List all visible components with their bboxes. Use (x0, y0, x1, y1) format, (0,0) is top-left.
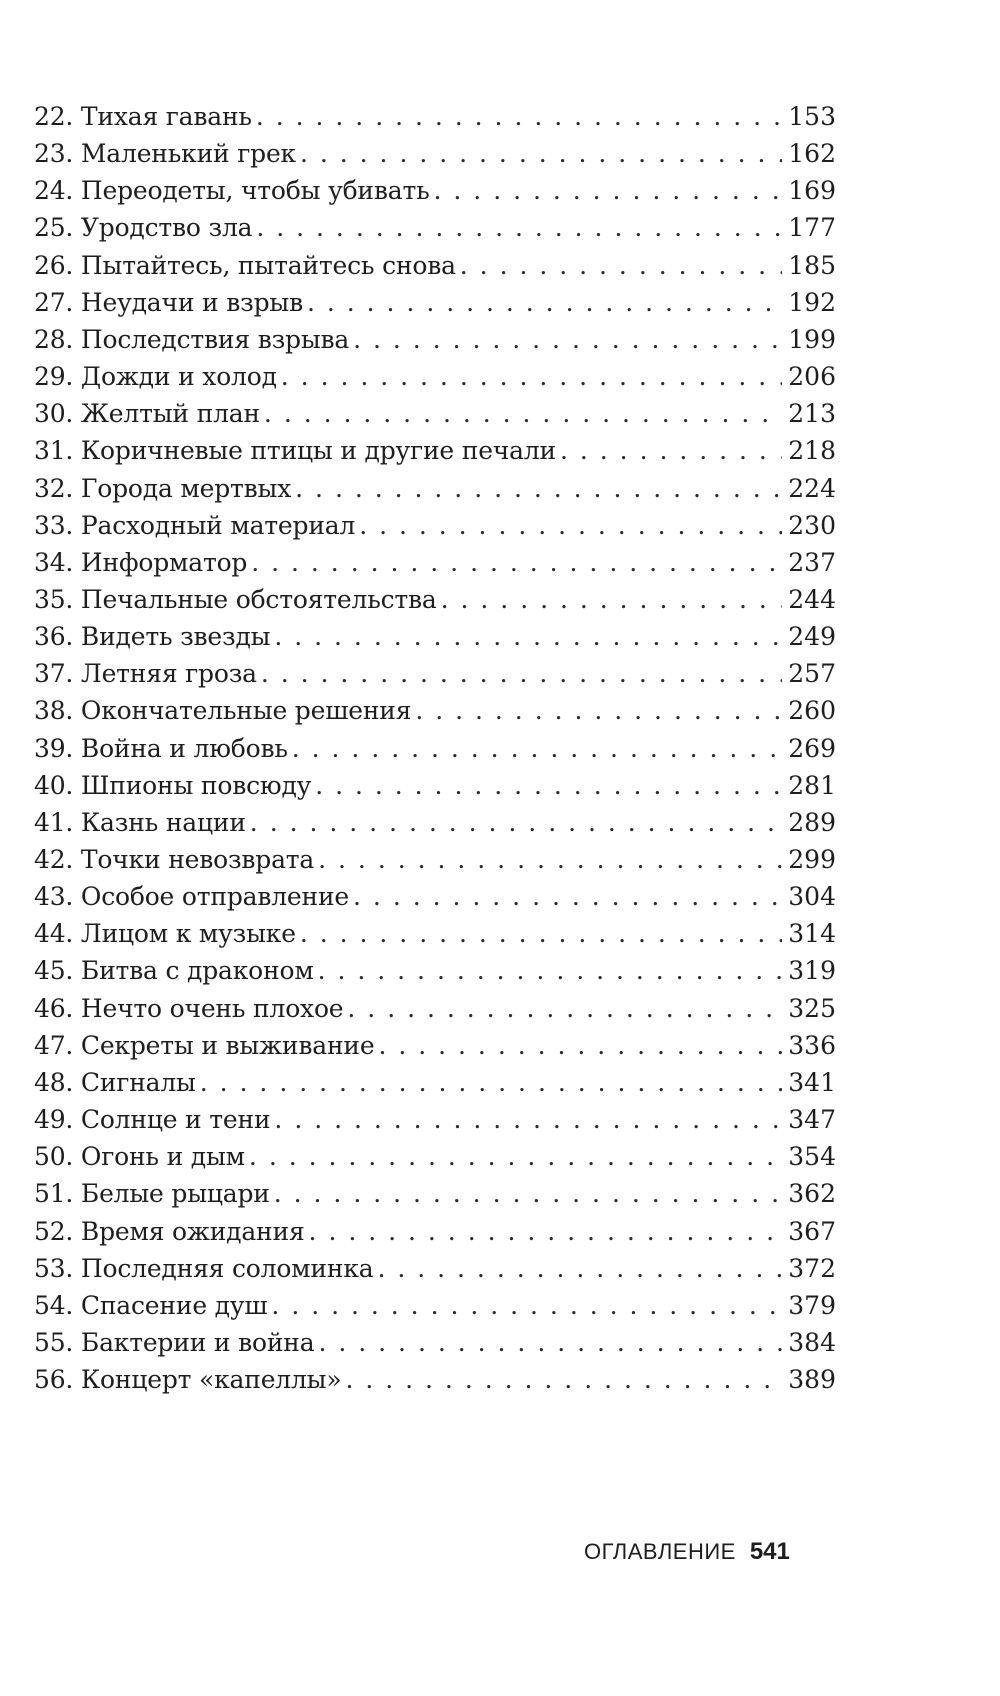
toc-dot-leader (200, 1064, 782, 1102)
toc-dot-leader (345, 1361, 782, 1399)
toc-dot-leader (460, 247, 782, 285)
toc-dot-leader (318, 952, 782, 990)
toc-entry-title: 27. Неудачи и взрыв (34, 287, 303, 317)
toc-dot-leader (434, 172, 782, 210)
toc-entry-page: 379 (788, 1290, 836, 1320)
toc-dot-leader (318, 841, 782, 879)
toc-entry-title: 47. Секреты и выживание (34, 1030, 375, 1060)
toc-entry (34, 915, 836, 953)
toc-entry (34, 730, 836, 768)
toc-entry-page: 281 (788, 770, 836, 800)
toc-entry-page: 319 (788, 956, 836, 986)
toc-entry-title: 48. Сигналы (34, 1067, 196, 1097)
toc-entry-page: 213 (788, 399, 836, 429)
toc-entry (34, 358, 836, 396)
toc-entry (34, 1175, 836, 1213)
toc-entry-title: 42. Точки невозврата (34, 845, 315, 874)
toc-entry (34, 98, 836, 136)
toc-entry-title: 38. Окончательные решения (34, 696, 412, 726)
toc-entry-page: 162 (788, 139, 836, 169)
toc-entry-page: 224 (788, 473, 836, 503)
toc-entry-page: 354 (788, 1142, 836, 1172)
toc-entry-title: 44. Лицом к музыке (34, 919, 296, 949)
toc-dot-leader (274, 618, 782, 656)
toc-entry (34, 395, 836, 433)
toc-dot-leader (264, 395, 782, 433)
toc-entry-title: 53. Последняя соломинка (34, 1253, 374, 1283)
toc-dot-leader (300, 915, 782, 953)
toc-dot-leader (309, 1213, 782, 1251)
toc-entry-title: 51. Белые рыцари (34, 1179, 270, 1209)
toc-entry-title: 55. Бактерии и война (34, 1327, 315, 1357)
toc-entry-title: 50. Огонь и дым (34, 1142, 245, 1172)
toc-entry (34, 247, 836, 285)
toc-dot-leader (274, 1101, 782, 1139)
toc-entry-title: 40. Шпионы повсюду (34, 770, 312, 800)
toc-entry-page: 299 (788, 845, 836, 874)
toc-dot-leader (281, 358, 782, 396)
toc-entry (34, 1138, 836, 1176)
toc-entry (34, 284, 836, 322)
toc-dot-leader (353, 878, 782, 916)
toc-dot-leader (249, 1138, 782, 1176)
toc-entry-page: 384 (788, 1327, 836, 1357)
toc-dot-leader (274, 1175, 782, 1213)
toc-entry-page: 199 (788, 324, 836, 354)
toc-entry-page: 185 (788, 250, 836, 280)
toc-dot-leader (415, 692, 782, 730)
footer-section-title: ОГЛАВЛЕНИЕ (584, 1539, 736, 1564)
toc-entry-title: 45. Битва с драконом (34, 956, 314, 986)
toc-entry (34, 544, 836, 582)
toc-entry (34, 841, 836, 879)
toc-entry-page: 257 (788, 659, 836, 689)
toc-entry-page: 230 (788, 510, 836, 540)
toc-entry-title: 41. Казнь нации (34, 807, 246, 837)
toc-entry-page: 249 (788, 622, 836, 652)
toc-entry (34, 1064, 836, 1102)
toc-entry (34, 581, 836, 619)
running-footer (584, 1538, 790, 1578)
toc-dot-leader (300, 135, 782, 173)
toc-entry (34, 1101, 836, 1139)
toc-entry (34, 1324, 836, 1362)
toc-entry-page: 314 (788, 919, 836, 949)
toc-entry-title: 25. Уродство зла (34, 213, 253, 243)
toc-entry-title: 33. Расходный материал (34, 510, 356, 540)
toc-entry-title: 28. Последствия взрыва (34, 324, 350, 354)
toc-entry (34, 1361, 836, 1399)
toc-entry-page: 192 (788, 287, 836, 317)
toc-entry (34, 1027, 836, 1065)
toc-entry (34, 209, 836, 247)
toc-entry-page: 341 (788, 1067, 836, 1097)
toc-entry-title: 36. Видеть звезды (34, 622, 271, 652)
toc-dot-leader (256, 209, 782, 247)
toc-entry-title: 32. Города мертвых (34, 473, 292, 503)
toc-entry-title: 49. Солнце и тени (34, 1105, 271, 1135)
toc-entry (34, 990, 836, 1028)
toc-dot-leader (315, 767, 782, 805)
toc-entry (34, 692, 836, 730)
toc-dot-leader (261, 655, 782, 693)
toc-entry-title: 26. Пытайтесь, пытайтесь снова (34, 250, 456, 280)
toc-entry (34, 470, 836, 508)
toc-dot-leader (271, 1287, 782, 1325)
toc-dot-leader (295, 470, 782, 508)
toc-entry (34, 655, 836, 693)
toc-entry (34, 1287, 836, 1325)
toc-entry-page: 153 (788, 102, 836, 131)
toc-entry-page: 169 (788, 176, 836, 206)
toc-dot-leader (560, 432, 782, 470)
toc-entry-page: 347 (788, 1105, 836, 1135)
toc-dot-leader (292, 730, 782, 768)
footer-page-number: 541 (749, 1538, 790, 1565)
toc-entry-title: 34. Информатор (34, 547, 248, 577)
toc-entry (34, 767, 836, 805)
toc-entry-page: 367 (788, 1216, 836, 1246)
toc-entry (34, 432, 836, 470)
toc-entry (34, 507, 836, 545)
toc-entry (34, 1213, 836, 1251)
toc-entry-title: 29. Дожди и холод (34, 362, 277, 392)
toc-entry-title: 52. Время ожидания (34, 1216, 305, 1246)
toc-entry-title: 30. Желтый план (34, 399, 260, 429)
toc-entry-page: 372 (788, 1253, 836, 1283)
toc-entry-page: 362 (788, 1179, 836, 1209)
toc-entry (34, 952, 836, 990)
toc-entry-title: 31. Коричневые птицы и другие печали (34, 436, 556, 466)
toc-entry-title: 46. Нечто очень плохое (34, 993, 344, 1023)
toc-dot-leader (318, 1324, 782, 1362)
toc-entry-page: 177 (788, 213, 836, 243)
toc-entry-title: 39. Война и любовь (34, 733, 288, 763)
toc-entry-page: 304 (788, 882, 836, 912)
toc-dot-leader (359, 507, 782, 545)
toc-entry-page: 269 (788, 733, 836, 763)
toc-entry-title: 22. Тихая гавань (34, 102, 252, 131)
toc-entry-page: 289 (788, 807, 836, 837)
toc-entry (34, 172, 836, 210)
toc-dot-leader (250, 804, 782, 842)
toc-entry-title: 35. Печальные обстоятельства (34, 584, 437, 614)
toc-entry-title: 24. Переодеты, чтобы убивать (34, 176, 430, 206)
toc-entry (34, 878, 836, 916)
toc-dot-leader (353, 321, 782, 359)
toc-entry-title: 43. Особое отправление (34, 882, 350, 912)
toc-dot-leader (251, 544, 782, 582)
toc-entry-page: 244 (788, 584, 836, 614)
toc-dot-leader (256, 98, 782, 136)
toc-entry-page: 389 (788, 1365, 836, 1395)
toc-dot-leader (377, 1250, 782, 1288)
toc-entry-page: 336 (788, 1030, 836, 1060)
toc-entry-page: 325 (788, 993, 836, 1023)
toc-entry-title: 37. Летняя гроза (34, 659, 257, 689)
toc-entry (34, 135, 836, 173)
toc-entry (34, 804, 836, 842)
toc-entry-page: 260 (788, 696, 836, 726)
toc-dot-leader (307, 284, 782, 322)
toc-entry (34, 321, 836, 359)
toc-dot-leader (378, 1027, 782, 1065)
toc-entry-title: 23. Маленький грек (34, 139, 296, 169)
toc-entry (34, 618, 836, 656)
toc-entry-page: 206 (788, 362, 836, 392)
toc-entry-title: 54. Спасение душ (34, 1290, 268, 1320)
toc-dot-leader (441, 581, 782, 619)
toc-dot-leader (347, 990, 782, 1028)
toc-entry (34, 1250, 836, 1288)
toc-entry-page: 237 (788, 547, 836, 577)
toc-entry-title: 56. Концерт «капеллы» (34, 1365, 342, 1395)
toc-entry-page: 218 (788, 436, 836, 466)
